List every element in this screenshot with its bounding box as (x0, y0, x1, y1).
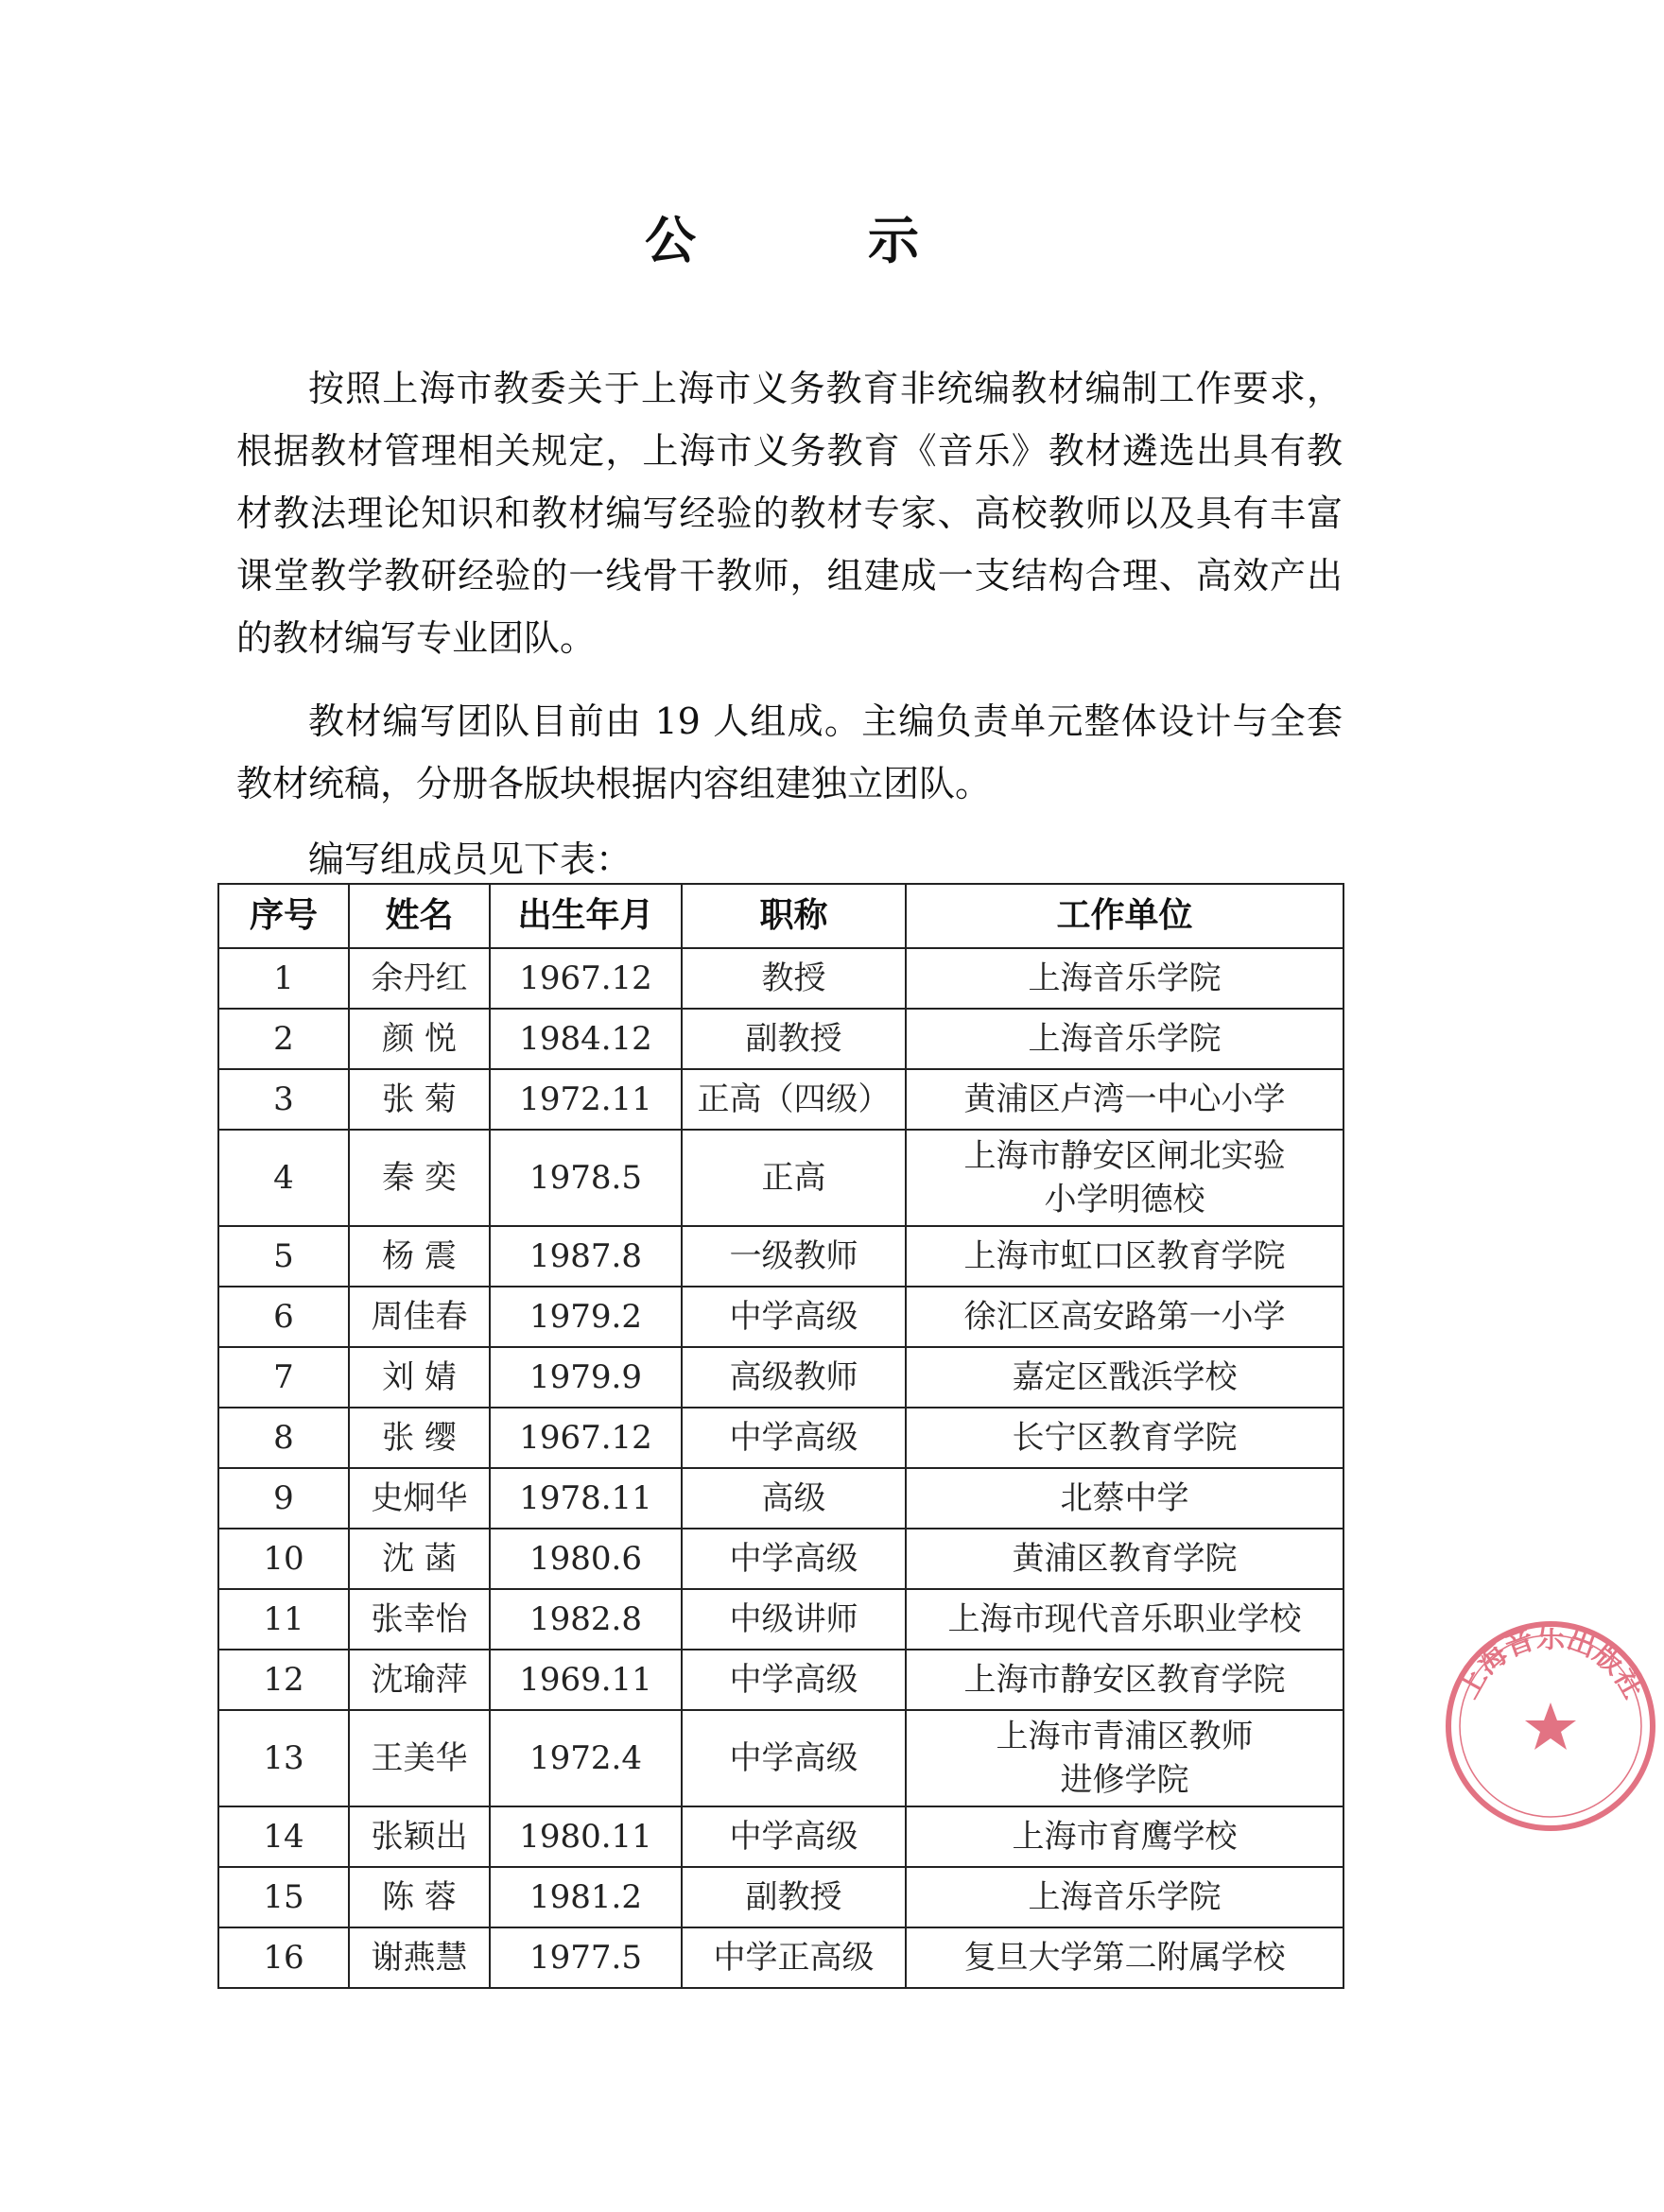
job-title: 副教授 (682, 1867, 906, 1927)
job-title: 中学高级 (682, 1650, 906, 1710)
member-name: 余丹红 (349, 948, 490, 1009)
page-title: 公 示 (645, 211, 979, 270)
work-unit: 上海市静安区教育学院 (906, 1650, 1343, 1710)
header-title: 职称 (682, 884, 906, 948)
member-name: 谢燕慧 (349, 1927, 490, 1988)
job-title: 中学高级 (682, 1408, 906, 1468)
work-unit: 北蔡中学 (906, 1468, 1343, 1529)
birth-date: 1977.5 (490, 1927, 682, 1988)
birth-date: 1980.11 (490, 1806, 682, 1867)
birth-date: 1972.4 (490, 1710, 682, 1806)
table-row (218, 1867, 1343, 1927)
header-index: 序号 (218, 884, 349, 948)
intro-paragraph: 按照上海市教委关于上海市义务教育非统编教材编制工作要求，根据教材管理相关规定，上海市义务教育《音乐》教材遴选出具有教材教法理论知识和教材编写经验的教材专家、高校教师以及具有丰富课堂教学教研经验的一线骨干教师，组建成一支结构合理、高效产出的教材编写专业团队。 (236, 368, 1343, 659)
table-row (218, 1806, 1343, 1867)
work-unit: 上海市现代音乐职业学校 (906, 1589, 1343, 1650)
member-table (217, 883, 1344, 1989)
publisher-seal (1437, 1613, 1664, 1840)
job-title: 中学高级 (682, 1529, 906, 1589)
table-row (218, 1226, 1343, 1287)
row-index: 1 (218, 948, 349, 1009)
birth-date: 1972.11 (490, 1069, 682, 1130)
member-name: 沈 菡 (349, 1529, 490, 1589)
job-title: 一级教师 (682, 1226, 906, 1287)
table-row (218, 1650, 1343, 1710)
birth-date: 1984.12 (490, 1009, 682, 1069)
birth-date: 1987.8 (490, 1226, 682, 1287)
table-row (218, 1927, 1343, 1988)
job-title: 高级教师 (682, 1347, 906, 1408)
birth-date: 1982.8 (490, 1589, 682, 1650)
birth-date: 1981.2 (490, 1867, 682, 1927)
row-index: 9 (218, 1468, 349, 1529)
birth-date: 1978.11 (490, 1468, 682, 1529)
work-unit: 上海市青浦区教师 进修学院 (906, 1710, 1343, 1806)
member-name: 张 缨 (349, 1408, 490, 1468)
row-index: 10 (218, 1529, 349, 1589)
header-birth: 出生年月 (490, 884, 682, 948)
job-title: 副教授 (682, 1009, 906, 1069)
row-index: 4 (218, 1130, 349, 1226)
birth-date: 1979.9 (490, 1347, 682, 1408)
work-unit: 上海音乐学院 (906, 948, 1343, 1009)
birth-date: 1980.6 (490, 1529, 682, 1589)
member-name: 刘 婧 (349, 1347, 490, 1408)
job-title: 正高（四级） (682, 1069, 906, 1130)
member-name: 颜 悦 (349, 1009, 490, 1069)
birth-date: 1969.11 (490, 1650, 682, 1710)
row-index: 6 (218, 1287, 349, 1347)
job-title: 中学高级 (682, 1710, 906, 1806)
table-body (218, 948, 1343, 1988)
member-name: 杨 震 (349, 1226, 490, 1287)
row-index: 2 (218, 1009, 349, 1069)
birth-date: 1967.12 (490, 1408, 682, 1468)
row-index: 13 (218, 1710, 349, 1806)
work-unit: 上海市育鹰学校 (906, 1806, 1343, 1867)
member-name: 陈 蓉 (349, 1867, 490, 1927)
table-row (218, 1529, 1343, 1589)
row-index: 11 (218, 1589, 349, 1650)
member-name: 史炯华 (349, 1468, 490, 1529)
table-intro-paragraph: 编写组成员见下表： (308, 838, 633, 880)
birth-date: 1978.5 (490, 1130, 682, 1226)
job-title: 高级 (682, 1468, 906, 1529)
job-title: 中学高级 (682, 1287, 906, 1347)
work-unit: 上海市静安区闸北实验 小学明德校 (906, 1130, 1343, 1226)
row-index: 8 (218, 1408, 349, 1468)
job-title: 中学正高级 (682, 1927, 906, 1988)
table-row (218, 1408, 1343, 1468)
member-name: 王美华 (349, 1710, 490, 1806)
table-row (218, 1009, 1343, 1069)
header-unit: 工作单位 (906, 884, 1343, 948)
row-index: 5 (218, 1226, 349, 1287)
job-title: 正高 (682, 1130, 906, 1226)
row-index: 16 (218, 1927, 349, 1988)
row-index: 15 (218, 1867, 349, 1927)
table-row (218, 1347, 1343, 1408)
work-unit: 上海音乐学院 (906, 1009, 1343, 1069)
job-title: 教授 (682, 948, 906, 1009)
member-name: 张幸怡 (349, 1589, 490, 1650)
table-row (218, 948, 1343, 1009)
table-row (218, 1130, 1343, 1226)
job-title: 中学高级 (682, 1806, 906, 1867)
work-unit: 黄浦区教育学院 (906, 1529, 1343, 1589)
row-index: 3 (218, 1069, 349, 1130)
work-unit: 嘉定区戬浜学校 (906, 1347, 1343, 1408)
member-name: 沈瑜萍 (349, 1650, 490, 1710)
member-name: 张颖出 (349, 1806, 490, 1867)
svg-text:上海音乐出版社: 上海音乐出版社 (1450, 1621, 1651, 1704)
team-paragraph: 教材编写团队目前由 19 人组成。主编负责单元整体设计与全套教材统稿，分册各版块根据内容组建独立团队。 (236, 700, 1343, 804)
table-row (218, 1710, 1343, 1806)
table-header-row (218, 884, 1343, 948)
job-title: 中级讲师 (682, 1589, 906, 1650)
row-index: 14 (218, 1806, 349, 1867)
row-index: 7 (218, 1347, 349, 1408)
table-row (218, 1069, 1343, 1130)
birth-date: 1979.2 (490, 1287, 682, 1347)
work-unit: 徐汇区高安路第一小学 (906, 1287, 1343, 1347)
work-unit: 长宁区教育学院 (906, 1408, 1343, 1468)
header-name: 姓名 (349, 884, 490, 948)
work-unit: 上海音乐学院 (906, 1867, 1343, 1927)
table-row (218, 1589, 1343, 1650)
table-row (218, 1287, 1343, 1347)
birth-date: 1967.12 (490, 948, 682, 1009)
member-name: 张 菊 (349, 1069, 490, 1130)
work-unit: 黄浦区卢湾一中心小学 (906, 1069, 1343, 1130)
work-unit: 复旦大学第二附属学校 (906, 1927, 1343, 1988)
member-name: 周佳春 (349, 1287, 490, 1347)
table-row (218, 1468, 1343, 1529)
member-name: 秦 奕 (349, 1130, 490, 1226)
row-index: 12 (218, 1650, 349, 1710)
work-unit: 上海市虹口区教育学院 (906, 1226, 1343, 1287)
